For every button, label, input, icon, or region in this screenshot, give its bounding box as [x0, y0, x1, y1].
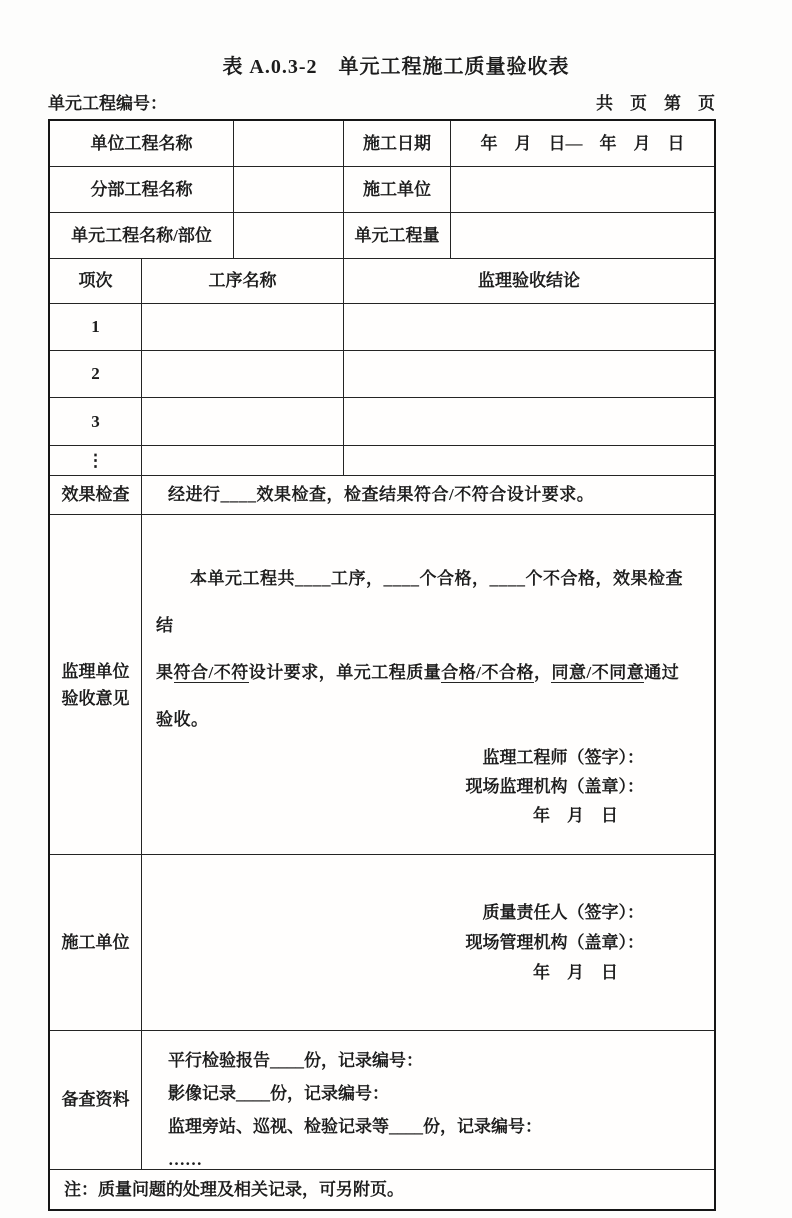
construction-unit-row: [50, 855, 714, 1031]
supervision-opinion-label: [50, 515, 142, 854]
supervisor-engineer-sign-line: 监理工程师（签字）：: [482, 748, 644, 767]
paragraph-line: 果符合/不符设计要求，单元工程质量合格/不合格，同意/不同意通过: [156, 663, 680, 682]
effect-check-label: 效果检查: [50, 476, 142, 514]
unit-project-quantity-label: 单元工程量: [344, 213, 451, 258]
process-row-2: [50, 351, 714, 398]
unit-project-part-value-cell: [234, 213, 344, 258]
row-2-conclusion-cell: [344, 351, 714, 397]
construction-unit-body: [142, 855, 714, 1030]
construction-signature-block: [142, 898, 714, 988]
row-3-conclusion-cell: [344, 398, 714, 445]
paragraph-line: 本单元工程共____工序，____个合格，____个不合格，效果检查结: [156, 569, 683, 635]
row-1-no: 1: [50, 304, 142, 350]
construction-unit-section-label: 施工单位: [50, 855, 142, 1030]
division-work-name-value-cell: [234, 167, 344, 212]
form-subline: [48, 88, 715, 114]
parallel-test-report-line: 平行检验报告____份，记录编号：: [168, 1051, 423, 1070]
unit-work-name-label: 单位工程名称: [50, 121, 234, 166]
construction-date-line: 年 月 日: [533, 962, 618, 982]
supervision-conclusion-header: 监理验收结论: [478, 271, 580, 291]
archive-material-body: [142, 1031, 714, 1169]
paragraph-line: 验收。: [156, 710, 209, 729]
unit-project-part-label: 单元工程名称/部位: [50, 213, 234, 258]
archive-ellipsis-line: ……: [168, 1150, 202, 1169]
row-ellipsis-procedure-cell: [142, 446, 344, 475]
construction-date-label: 施工日期: [344, 121, 451, 166]
supervision-opinion-label-line1: 监理单位: [61, 661, 130, 681]
process-row-ellipsis: [50, 446, 714, 476]
image-record-line: 影像记录____份，记录编号：: [168, 1084, 389, 1103]
construction-unit-value-cell: [451, 167, 714, 212]
info-row-unit-part: [50, 213, 714, 259]
item-no-header: 项次: [50, 259, 142, 303]
row-1-conclusion-cell: [344, 304, 714, 350]
supervision-opinion-row: [50, 515, 714, 855]
supervision-date-line: 年 月 日: [533, 806, 618, 825]
supervision-record-line: 监理旁站、巡视、检验记录等____份，记录编号：: [168, 1117, 542, 1136]
quality-responsible-sign-line: 质量责任人（签字）：: [482, 902, 644, 922]
unit-project-code-label: 单元工程编号：: [48, 93, 167, 113]
note-text: 注：质量问题的处理及相关记录，可另附页。: [64, 1179, 404, 1199]
division-work-name-label: 分部工程名称: [50, 167, 234, 212]
process-row-3: [50, 398, 714, 446]
row-ellipsis-no: ⋮: [50, 446, 142, 475]
row-ellipsis-conclusion-cell: [344, 446, 714, 475]
row-3-procedure-cell: [142, 398, 344, 445]
info-row-unit-project: [50, 121, 714, 167]
unit-project-quantity-value-cell: [451, 213, 714, 258]
page-count-label: 共 页 第 页: [596, 93, 715, 113]
row-2-no: 2: [50, 351, 142, 397]
supervision-opinion-body: [142, 515, 714, 854]
unit-work-name-value-cell: [234, 121, 344, 166]
construction-date-value-cell: 年 月 日— 年 月 日: [480, 133, 685, 153]
note-row: [50, 1170, 714, 1209]
effect-check-row: [50, 476, 714, 515]
info-row-division-project: [50, 167, 714, 213]
supervision-signature-block: [142, 743, 714, 868]
construction-unit-label: 施工单位: [344, 167, 451, 212]
site-management-seal-line: 现场管理机构（盖章）：: [465, 932, 644, 952]
row-2-procedure-cell: [142, 351, 344, 397]
supervision-opinion-label-line2: 验收意见: [61, 688, 130, 708]
archive-material-row: [50, 1031, 714, 1170]
archive-material-label: 备查资料: [50, 1031, 142, 1169]
process-row-1: [50, 304, 714, 351]
process-header-row: [50, 259, 714, 304]
supervision-agency-seal-line: 现场监理机构（盖章）：: [465, 777, 644, 796]
procedure-name-header: 工序名称: [142, 259, 344, 303]
acceptance-form-table: [48, 119, 716, 1211]
effect-check-statement: 经进行____效果检查，检查结果符合/不符合设计要求。: [168, 485, 595, 505]
row-1-procedure-cell: [142, 304, 344, 350]
row-3-no: 3: [50, 398, 142, 445]
supervision-opinion-paragraph: [142, 515, 714, 743]
form-title: 表 A.0.3-2 单元工程施工质量验收表: [222, 56, 570, 78]
